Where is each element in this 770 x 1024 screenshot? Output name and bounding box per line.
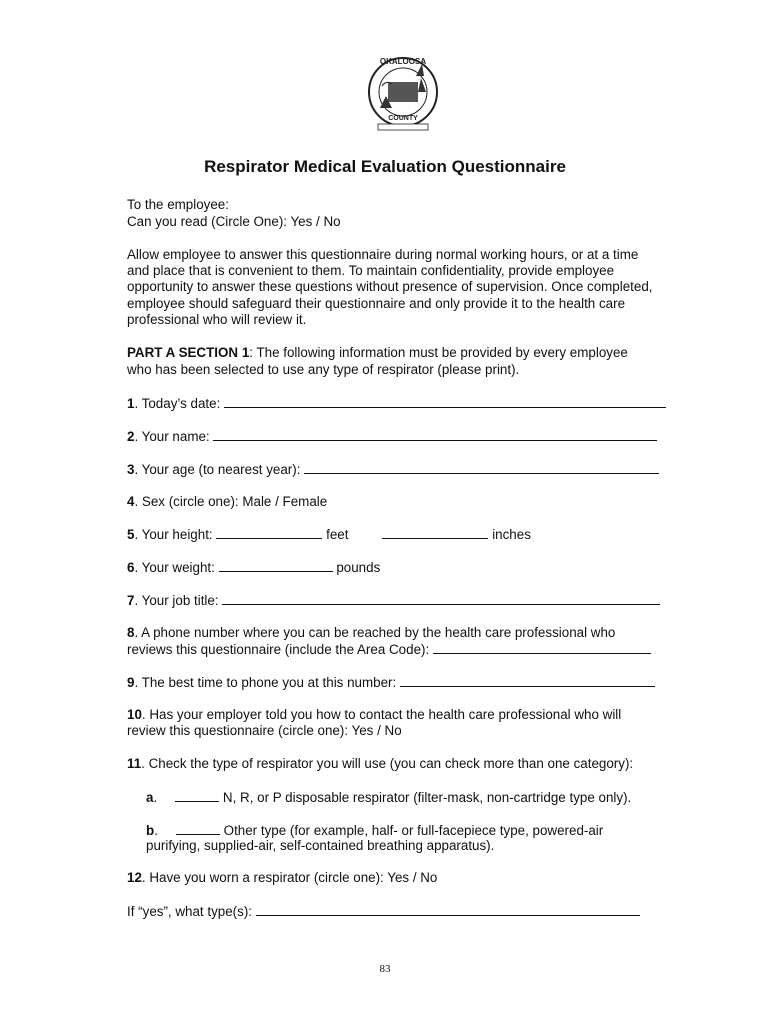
question-text: . Today’s date: [134,396,221,411]
question-text: . A phone number where you can be reached by the health care professional who [134,625,616,640]
question-number: 9 [127,675,135,690]
question-10 [127,707,621,723]
question-text: . Has your employer told you how to contact the health care professional who will [141,707,622,722]
question-text: . Your job title: [134,593,219,608]
question-number: 1 [127,396,135,411]
question-text: . Your name: [134,429,210,444]
todays-date-field[interactable] [224,395,666,408]
instructions-line: opportunity to answer these questions without presence of supervision. Once completed, [127,279,653,294]
question-8-line2 [127,641,651,658]
question-3 [127,461,659,478]
option-b-label: b [146,823,155,838]
question-8 [127,625,615,641]
question-11 [127,756,633,772]
instructions-line: and place that is convenient to them. To maintain confidentiality, provide employee [127,263,615,278]
question-number: 7 [127,593,135,608]
question-text: reviews this questionnaire (include the Area Code): [127,642,430,657]
part-a-text: : The following information must be provided by every employee [249,345,628,360]
question-text: . The best time to phone you at this number: [134,675,397,690]
instructions-line: Allow employee to answer this questionnaire during normal working hours, or at a time [127,247,639,262]
to-employee-text: To the employee: [127,197,229,212]
question-number: 6 [127,560,135,575]
option-b-text: Other type (for example, half- or full-facepiece type, powered-air [223,823,604,838]
question-2 [127,428,657,445]
question-text: . Your age (to nearest year): [134,462,301,477]
pounds-unit: pounds [336,560,381,575]
height-feet-field[interactable] [216,526,322,539]
question-number: 5 [127,527,135,542]
question-text: If “yes”, what type(s): [127,904,253,919]
option-a: a. N, R, or P disposable respirator (filter-mask, non-cartridge type only). [146,790,632,805]
question-10-line2: review this questionnaire (circle one): Yes / No [127,723,402,738]
option-a-label: a [146,790,154,805]
question-12 [127,870,437,886]
question-number: 10 [127,707,142,722]
part-a-label: PART A SECTION 1 [127,345,250,360]
can-read-text: Can you read (Circle One): Yes / No [127,214,341,229]
question-number: 2 [127,429,135,444]
name-field[interactable] [213,428,657,441]
question-4 [127,494,327,510]
question-9 [127,674,655,691]
question-number: 11 [127,756,142,771]
question-5 [127,526,531,543]
question-12-followup [127,903,640,920]
age-field[interactable] [304,461,659,474]
respirator-type-field[interactable] [256,903,640,916]
option-a-check-field[interactable] [175,789,219,802]
question-text: . Your weight: [134,560,215,575]
instructions-line: employee should safeguard their questionnaire and only provide it to the health care [127,296,626,311]
option-a-text: N, R, or P disposable respirator (filter-mask, non-cartridge type only). [222,790,632,805]
question-text: . Check the type of respirator you will use (you can check more than one category): [141,756,634,771]
page-number: 83 [379,963,391,975]
question-number: 4 [127,494,135,509]
part-a-text-line2: who has been selected to use any type of respirator (please print). [127,362,520,377]
question-text: . Sex (circle one): Male / Female [134,494,328,509]
option-b-check-field[interactable] [176,822,220,835]
weight-field[interactable] [219,559,333,572]
question-6 [127,559,380,576]
question-1 [127,395,666,412]
option-b: b. Other type (for example, half- or full-facepiece type, powered-air [146,823,604,838]
inches-unit: inches [492,527,531,542]
question-text: . Your height: [134,527,213,542]
feet-unit: feet [326,527,349,542]
question-number: 3 [127,462,135,477]
instructions-line: professional who will review it. [127,312,307,327]
question-text: . Have you worn a respirator (circle one): Yes / No [141,870,438,885]
question-number: 12 [127,870,142,885]
best-time-field[interactable] [400,674,655,687]
part-a-heading [127,345,628,361]
question-7 [127,592,660,609]
option-b-line2: purifying, supplied-air, self-contained breathing apparatus). [146,838,495,853]
svg-text:COUNTY: COUNTY [388,115,418,122]
svg-text:OKALOOSA: OKALOOSA [379,57,427,66]
phone-number-field[interactable] [433,641,651,654]
job-title-field[interactable] [222,592,660,605]
county-seal-logo [366,52,440,136]
page-title: Respirator Medical Evaluation Questionnaire [204,157,566,176]
question-number: 8 [127,625,135,640]
height-inches-field[interactable] [382,526,488,539]
